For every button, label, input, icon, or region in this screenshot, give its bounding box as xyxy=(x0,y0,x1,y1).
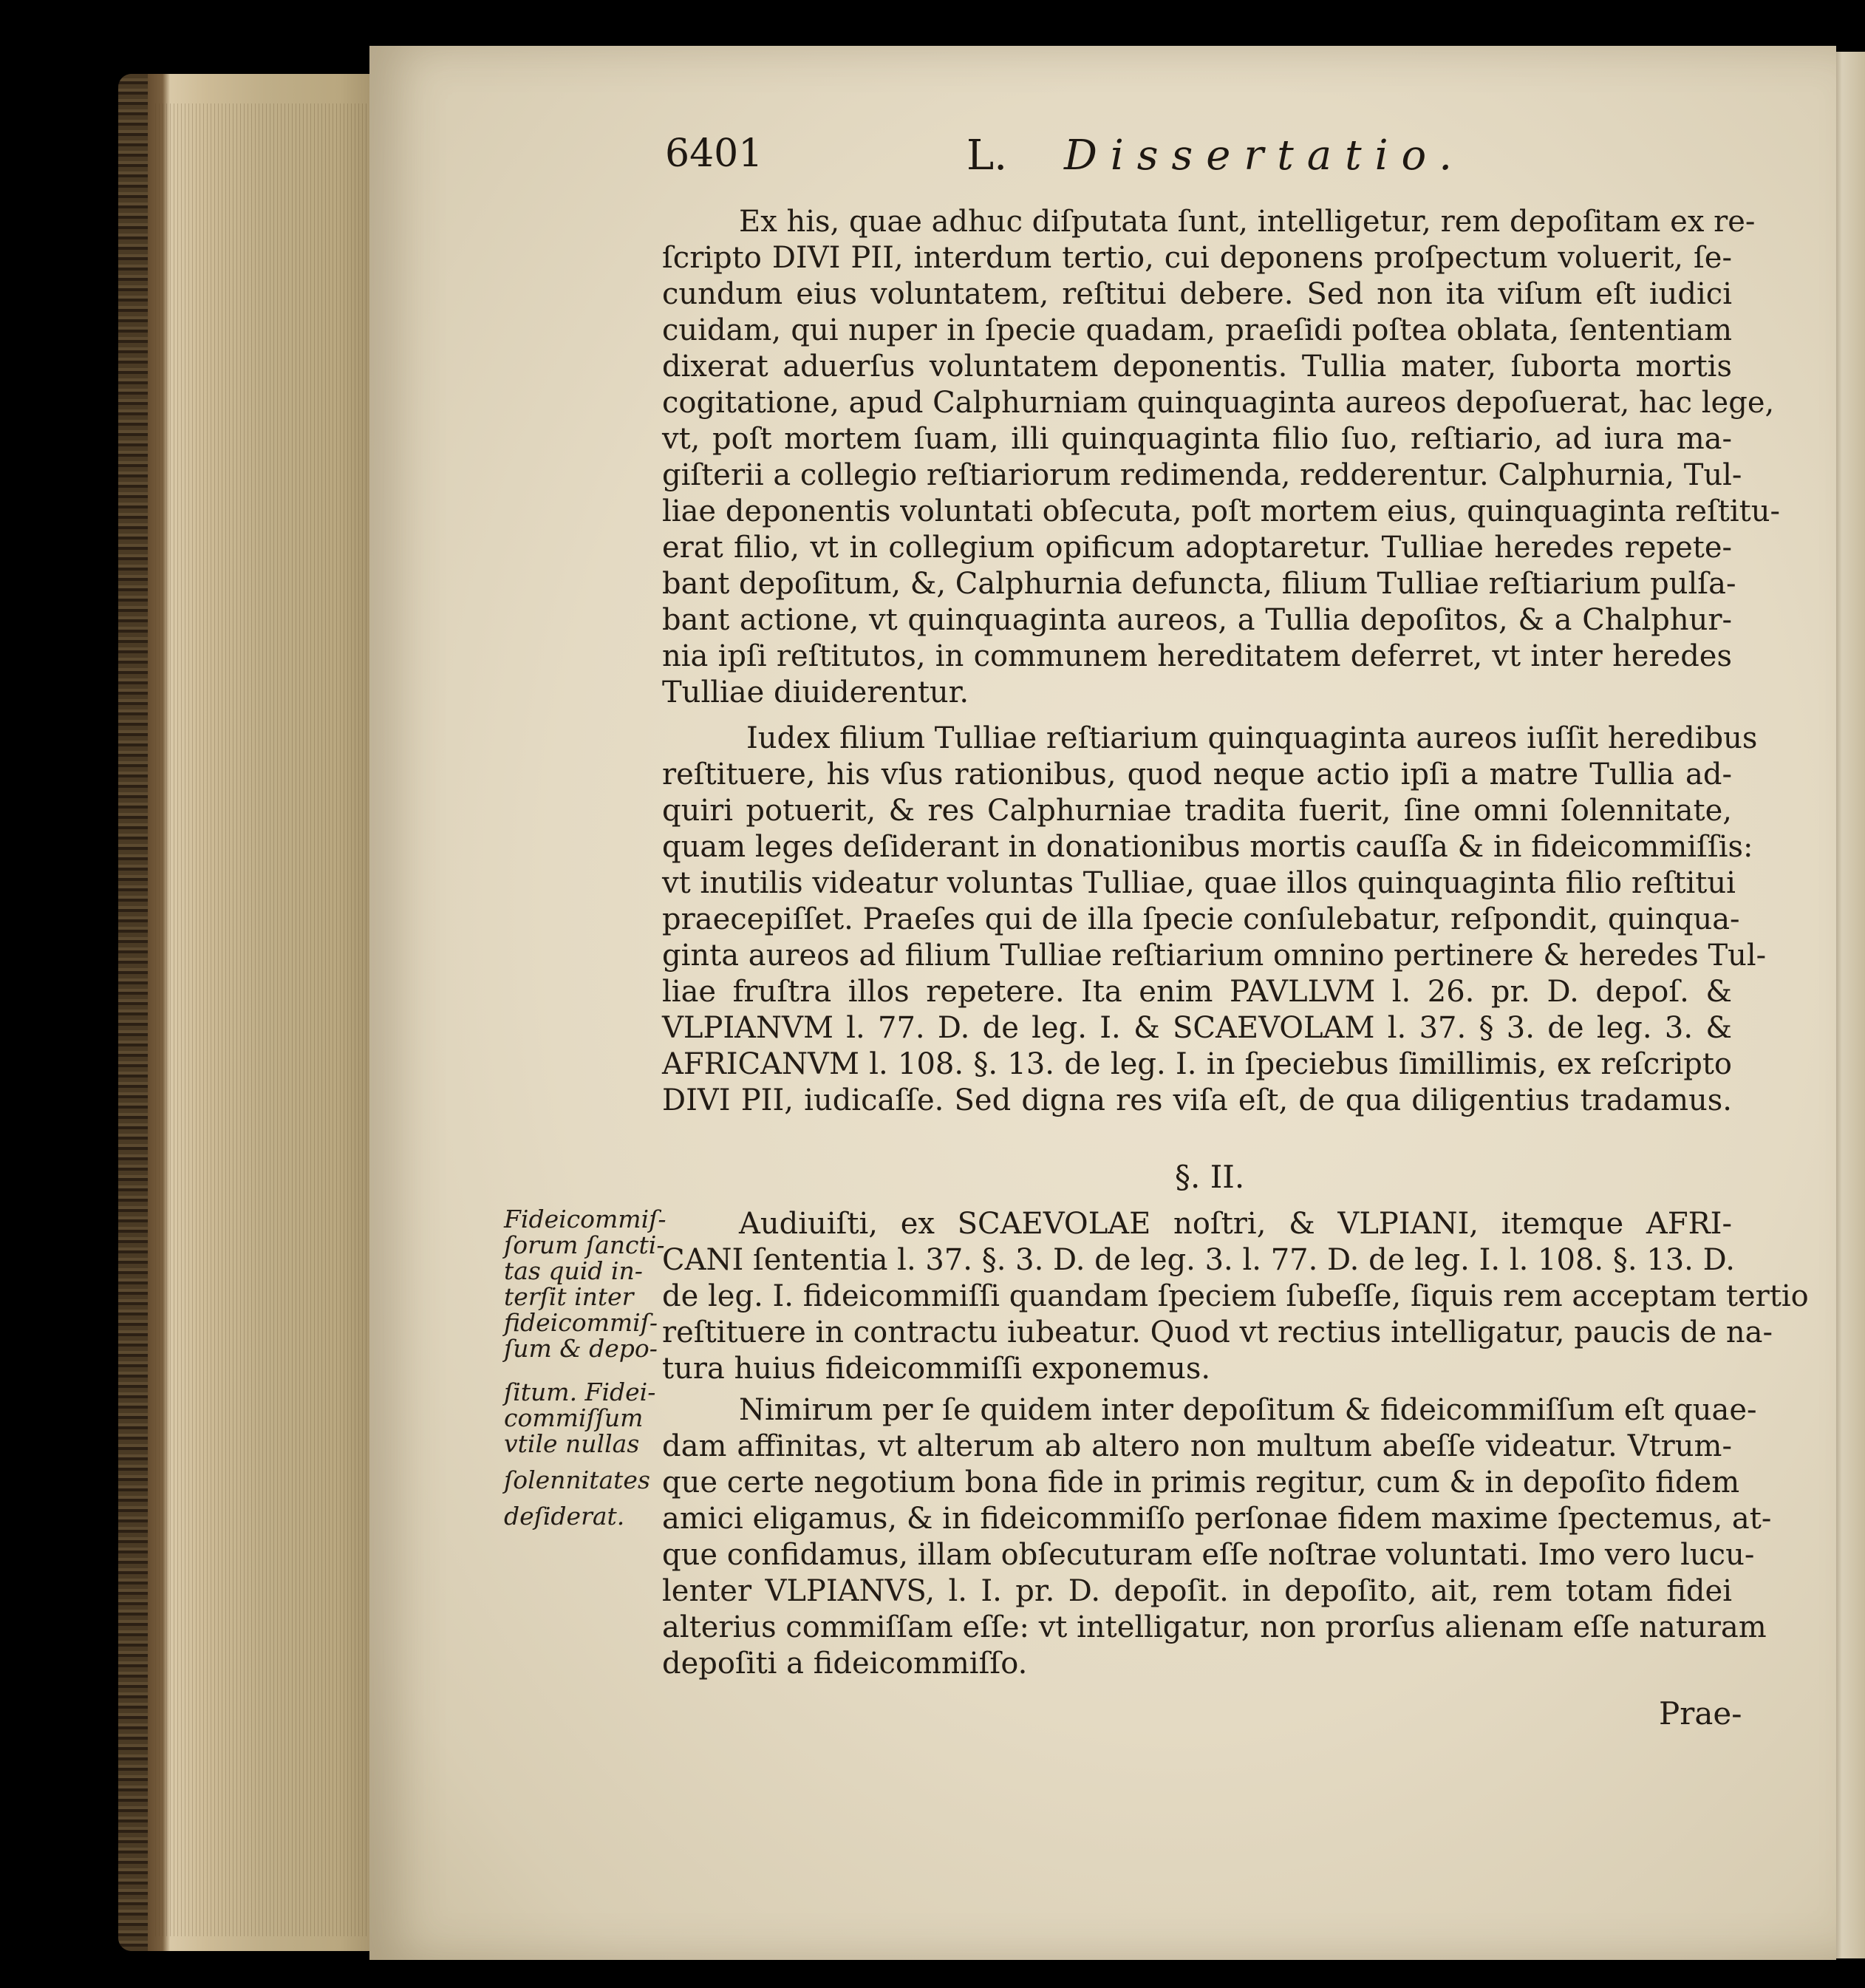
text-line: reſtituere in contractu iubeatur. Quod vt rectius intelligatur, paucis de na- xyxy=(662,1315,1773,1349)
text-line: alterius commiſſam eſſe: vt intelligatur, non prorſus alienam eſſe naturam xyxy=(662,1610,1767,1644)
text-line: cogitatione, apud Calphurniam quinquaginta aureos depoſuerat, hac lege, xyxy=(662,386,1775,420)
margin-note-line: fideicommiſ- xyxy=(504,1308,658,1337)
text-line: amici eligamus, & in fideicommiſſo perſonae fidem maxime ſpectemus, at- xyxy=(662,1502,1772,1536)
text-line: que confidamus, illam obſecuturam eſſe noſtrae voluntati. Imo vero lucu- xyxy=(662,1538,1755,1572)
margin-note-line: ſitum. Fidei- xyxy=(504,1378,656,1406)
margin-note-line: ſorum ſancti- xyxy=(504,1230,665,1259)
margin-note-line: ſolennitates xyxy=(504,1466,650,1494)
text-line: Tulliae diuiderentur. xyxy=(662,675,969,709)
text-line: Iudex filium Tulliae reſtiarium quinquaginta aureos iuſſit heredibus xyxy=(746,721,1758,755)
text-line: giſterii a collegio reſtiariorum redimenda, redderentur. Calphurnia, Tul- xyxy=(662,458,1742,492)
margin-note-line: terſit inter xyxy=(504,1282,634,1311)
text-line: depoſiti a fideicommiſſo. xyxy=(662,1647,1028,1681)
text-line: cuidam, qui nuper in ſpecie quadam, praeſidi poſtea oblata, ſententiam xyxy=(662,313,1732,347)
text-line: vt inutilis videatur voluntas Tulliae, quae illos quinquaginta filio reſtitui xyxy=(662,866,1736,900)
page-number: 6401 xyxy=(665,132,763,176)
text-line: quiri potuerit, & res Calphurniae tradita fuerit, ſine omni ſolennitate, xyxy=(662,794,1732,828)
text-line: reſtituere, his vſus rationibus, quod neque actio ipſi a matre Tullia ad- xyxy=(662,758,1732,792)
margin-note-line: tas quid in- xyxy=(504,1256,643,1285)
text-line: vt, poſt mortem ſuam, illi quinquaginta filio ſuo, reſtiario, ad iura ma- xyxy=(662,422,1732,456)
margin-note-line: Fideicommiſ- xyxy=(504,1205,666,1233)
margin-note-line: commiſſum xyxy=(504,1403,644,1432)
text-line: Audiuiſti, ex SCAEVOLAE noſtri, & VLPIANI, itemque AFRI- xyxy=(739,1207,1732,1241)
margin-note-line: ſum & depo- xyxy=(504,1334,658,1363)
section-heading: §. II. xyxy=(1175,1159,1245,1195)
text-line: Nimirum per ſe quidem inter depoſitum & fideicommiſſum eſt quae- xyxy=(739,1393,1757,1427)
book-cover-edge xyxy=(118,74,148,1951)
text-line: DIVI PII, iudicaſſe. Sed digna res viſa eſt, de qua diligentius tradamus. xyxy=(662,1083,1732,1117)
text-line: dam affinitas, vt alterum ab altero non multum abeſſe videatur. Vtrum- xyxy=(662,1429,1732,1463)
text-line: ginta aureos ad filium Tulliae reſtiarium omnino pertinere & heredes Tul- xyxy=(662,939,1767,973)
running-header-title: Dissertatio. xyxy=(1064,132,1466,180)
text-line: que certe negotium bona fide in primis regitur, cum & in depoſito fidem xyxy=(662,1466,1740,1499)
text-line: VLPIANVM l. 77. D. de leg. I. & SCAEVOLAM l. 37. § 3. de leg. 3. & xyxy=(662,1011,1732,1045)
text-line: cundum eius voluntatem, reſtitui debere. Sed non ita viſum eſt iudici xyxy=(662,277,1732,311)
running-header-number: L. xyxy=(966,132,1007,180)
text-line: dixerat aduerſus voluntatem deponentis. Tullia mater, ſuborta mortis xyxy=(662,350,1732,384)
margin-note-line: vtile nullas xyxy=(504,1429,640,1458)
text-line: praecepiſſet. Praeſes qui de illa ſpecie conſulebatur, reſpondit, quinqua- xyxy=(662,902,1740,936)
catchword: Prae- xyxy=(1659,1695,1742,1732)
text-line: ſcripto DIVI PII, interdum tertio, cui deponens proſpectum voluerit, ſe- xyxy=(662,241,1732,275)
book-page-edges xyxy=(118,74,384,1951)
text-line: quam leges deſiderant in donationibus mortis cauſſa & in fideicommiſſis: xyxy=(662,830,1753,864)
text-line: Ex his, quae adhuc diſputata ſunt, intelligetur, rem depoſitam ex re- xyxy=(739,205,1756,239)
text-line: erat filio, vt in collegium opificum adoptaretur. Tulliae heredes repete- xyxy=(662,531,1732,565)
text-line: nia ipſi reſtitutos, in communem hereditatem deferret, vt inter heredes xyxy=(662,639,1732,673)
text-line: liae fruſtra illos repetere. Ita enim PAVLLVM l. 26. pr. D. depoſ. & xyxy=(662,975,1732,1009)
page-block-lines xyxy=(155,103,377,1936)
text-line: bant actione, vt quinquaginta aureos, a Tullia depoſitos, & a Chalphur- xyxy=(662,603,1732,637)
text-line: tura huius fideicommiſſi exponemus. xyxy=(662,1352,1211,1386)
text-line: liae deponentis voluntati obſecuta, poſt mortem eius, quinquaginta reſtitu- xyxy=(662,494,1781,528)
text-line: lenter VLPIANVS, l. I. pr. D. depoſit. in depoſito, ait, rem totam fidei xyxy=(662,1574,1732,1608)
text-line: de leg. I. fideicommiſſi quandam ſpeciem ſubeſſe, ſiquis rem acceptam tertio xyxy=(662,1279,1809,1313)
text-line: bant depoſitum, &, Calphurnia defuncta, filium Tulliae reſtiarium pulſa- xyxy=(662,567,1736,601)
text-line: AFRICANVM l. 108. §. 13. de leg. I. in ſpeciebus ſimillimis, ex reſcripto xyxy=(662,1047,1732,1081)
margin-note-line: deſiderat. xyxy=(504,1502,625,1531)
text-line: CANI ſententia l. 37. §. 3. D. de leg. 3. l. 77. D. de leg. I. l. 108. §. 13. D. xyxy=(662,1243,1735,1277)
